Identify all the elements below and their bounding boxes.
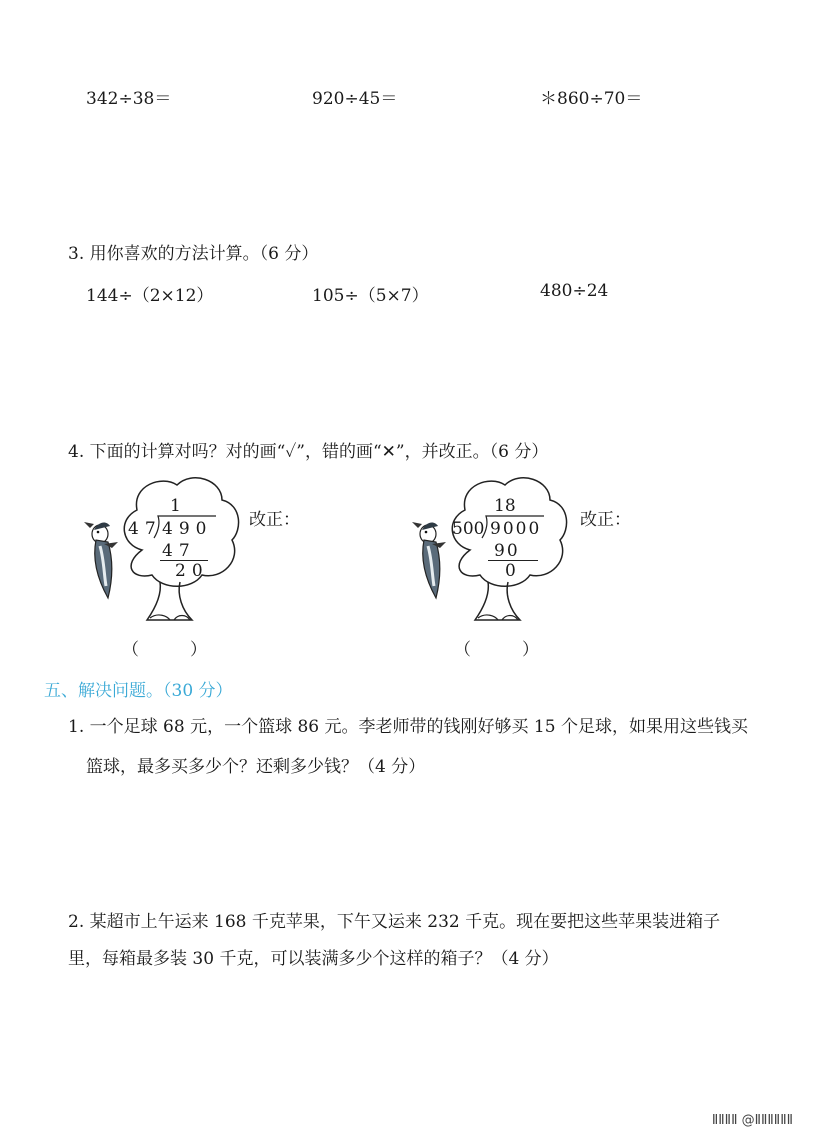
answer-paren-left[interactable]: （ ） [122, 640, 207, 660]
fix-label-right: 改正： [580, 510, 631, 530]
right-divisor: 500 [452, 519, 485, 539]
fix-label-left: 改正： [249, 510, 300, 530]
expr-342-38: 342÷38＝ [86, 89, 172, 109]
q3-title: 3. 用你喜欢的方法计算。（6 分） [68, 244, 319, 264]
right-dividend: 9000 [490, 519, 542, 539]
problem1-line1: 1. 一个足球 68 元，一个篮球 86 元。李老师带的钱刚好够买 15 个足球，如果用这些钱买 [68, 717, 748, 737]
q3-expr-2: 105÷（5×7） [312, 286, 429, 306]
section5-title: 五、解决问题。（30 分） [44, 681, 233, 701]
left-remainder: 20 [175, 561, 209, 581]
problem1-line2: 篮球，最多买多少个？还剩多少钱？（4 分） [86, 757, 426, 777]
answer-paren-right[interactable]: （ ） [454, 640, 539, 660]
footer-watermark: ⅡⅡⅡⅡ @ⅡⅡⅡⅡⅡⅡ [711, 1113, 793, 1128]
problem2-line1: 2. 某超市上午运来 168 千克苹果，下午又运来 232 千克。现在要把这些苹果装进箱子 [68, 912, 721, 932]
left-quotient: 1 [170, 496, 181, 516]
problem2-line2: 里，每箱最多装 30 千克，可以装满多少个这样的箱子？（4 分） [68, 949, 559, 969]
left-divisor: 47 [128, 519, 162, 539]
q3-expr-3: 480÷24 [540, 281, 609, 301]
expr-920-45: 920÷45＝ [312, 89, 398, 109]
left-dividend: 490 [162, 519, 213, 539]
q4-title: 4. 下面的计算对吗？对的画“✓”，错的画“✕”，并改正。（6 分） [68, 442, 549, 462]
q3-expr-1: 144÷（2×12） [86, 286, 214, 306]
right-subtract: 90 [494, 541, 520, 561]
right-remainder: 0 [505, 561, 516, 581]
expr-860-70: ＊860÷70＝ [540, 89, 643, 109]
right-quotient: 18 [494, 496, 516, 516]
left-subtract: 47 [162, 541, 196, 561]
